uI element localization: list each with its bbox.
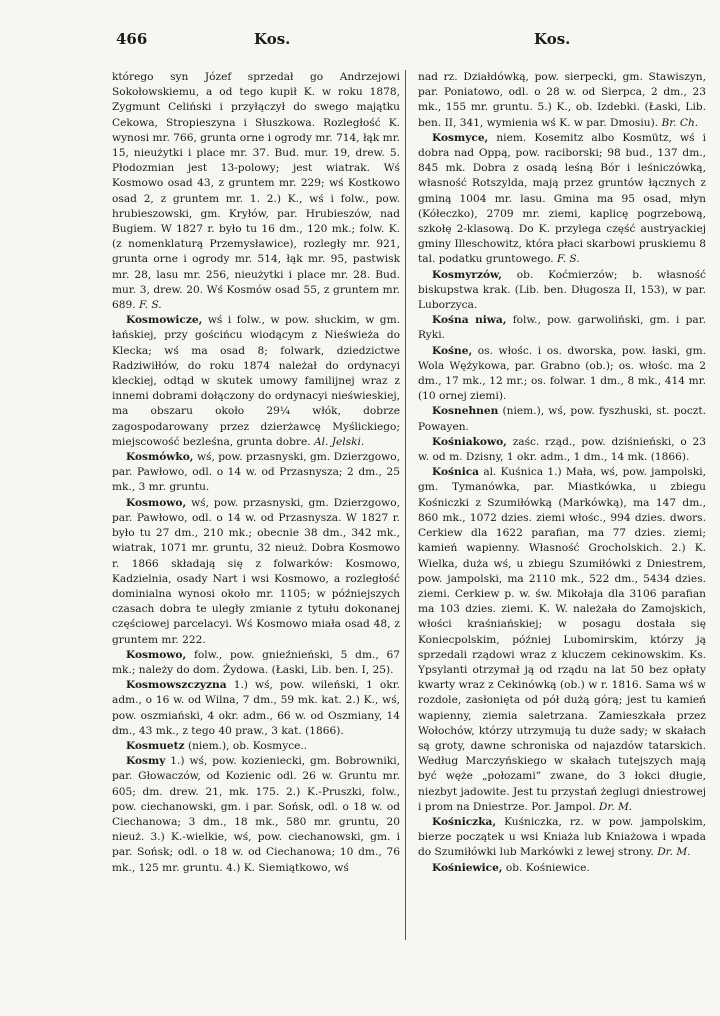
dictionary-entry (418, 70, 706, 131)
entry-signature: F. S. (138, 299, 162, 312)
entry-headword: Kośniczka, (432, 815, 497, 828)
dictionary-entry (112, 450, 400, 496)
entry-text: ob. Koćmierzów; b. własność biskupstwa krak. (Lib. ben. Długosza II, 153), w par. Luborzyca. (418, 268, 706, 312)
dictionary-entry (112, 754, 400, 876)
dictionary-entry (418, 344, 706, 405)
entry-headword: Kosmowicze, (126, 314, 203, 327)
entry-headword: Kosmuetz (126, 739, 185, 752)
entry-headword: Kosmowo, (126, 648, 187, 661)
entry-text: zaśc. rząd., pow. dziśnieński, o 23 w. od m. Dzisny, 1 okr. adm., 1 dm., 14 mk. (1866). (418, 435, 707, 464)
dictionary-entry (418, 268, 706, 314)
entry-text: Kuśniczka, rz. w pow. jampolskim, bierze początek u wsi Kniaża lub Kniażowa i wpada do Szumiłówki lub Markówki z lewej strony. (418, 815, 706, 859)
dictionary-entry (418, 465, 706, 815)
entry-text: folw., pow. garwoliński, gm. i par. Ryki. (418, 314, 706, 342)
entry-headword: Kosnehnen (432, 405, 499, 418)
entry-headword: Kośna niwa, (432, 314, 507, 327)
entry-text: wś, pow. przasnyski, gm. Dzierzgowo, par. Pawłowo, odl. o 14 w. od Przasnysza; 2 dm., 25 mk., 3 mr. gruntu. (112, 451, 400, 494)
entry-headword: Kosmowo, (126, 496, 187, 509)
entry-text: 1.) wś, pow. wileński, 1 okr. adm., o 16 w. od Wilna, 7 dm., 59 mk. kat. 2.) K., wś, pow. oszmiański, 4 okr. adm., 66 w. od Oszmiany, 14 dm., 43 mk., z tego 40 praw., 3 kat. (1866). (112, 679, 401, 737)
entry-signature: F. S. (557, 253, 580, 266)
dictionary-entry (112, 70, 400, 313)
entry-text: folw., pow. gnieźnieński, 5 dm., 67 mk.; należy do dom. Żydowa. (Łaski, Lib. ben. I, 25). (112, 648, 400, 676)
entry-headword: Kosmówko, (126, 451, 194, 464)
entry-headword: Kosmyce, (432, 131, 489, 144)
column-divider (405, 70, 406, 940)
entry-text: os. włośc. i os. dworska, pow. łaski, gm. Wola Wężykowa, par. Grabno (ob.); os. włośc. ma 2 dm., 17 mk., 12 mr.; os. folwar. 1 dm., 8 mk., 414 mr. (10 ornej ziemi). (418, 344, 707, 403)
page-number: 466 (116, 30, 148, 48)
right-column (418, 70, 706, 876)
dictionary-entry (418, 435, 706, 465)
entry-text: niem. Kosemitz albo Kosmütz, wś i dobra nad Oppą, pow. raciborski; 98 bud., 137 dm., 845 mk. Dobra z osadą leśną Bór i leśniczówką, własność Rotszylda, mają przez gruntów łącznych z gminą 1004 mr. lasu. Gmina ma 95 osad, młyn (Kółeczko), 2709 mr. ziemi, kaplicę pogrzebową, szkołę 2-klasową. Do K. przylega część austryackiej gminy Illeschowitz, która płaci skarbowi pruskiemu 8 tal. podatku gruntowego. (418, 131, 706, 266)
left-column (112, 70, 400, 876)
running-title-right: Kos. (534, 30, 571, 48)
entry-headword: Kośne, (432, 344, 473, 357)
dictionary-entry (418, 131, 706, 268)
entry-text: nad rz. Działdówką, pow. sierpecki, gm. Stawiszyn, par. Poniatowo, odl. o 28 w. od Sierpca, 2 dm., 23 mk., 155 mr. gruntu. 5.) K., ob. Izdebki. (Łaski, Lib. ben. II, 341, wymienia wś K. w par. Dmosiu). (418, 71, 706, 129)
dictionary-entry (112, 496, 400, 648)
entry-signature: Al. Jelski. (313, 435, 365, 448)
page-header (0, 30, 720, 56)
running-title-left: Kos. (254, 30, 291, 48)
entry-text: którego syn Józef sprzedał go Andrzejowi Sokołowskiemu, a od tego kupił K. w roku 1878, Zygmunt Celiński i przyłączył do swego majątku Cekowa, Stropieszyna i Słuszkowa. Rozległość K. wynosi mr. 766, grunta orne i ogrody mr. 714, łąk mr. 15, nieużytki i place mr. 37. Bud. mur. 19, drew. 5. Płodozmian jest 13-polowy; jest wiatrak. Wś Kosmowo osad 43, z gruntem mr. 229; wś Kostkowo osad 2, z gruntem mr. 1. 2.) K., wś i folw., pow. hrubieszowski, gm. Kryłów, par. Hrubieszów, nad Bugiem. W 1827 r. było tu 16 dm., 120 mk.; folw. K. (z nomenklaturą Przemysławice), rozległy mr. 921, grunta orne i ogrody mr. 514, łąk mr. 95, pastwisk mr. 28, lasu mr. 256, nieużytki i place mr. 28. Bud. mur. 3, drew. 20. Wś Kosmów osad 55, z gruntem mr. 689. (112, 71, 400, 312)
dictionary-entry (418, 313, 706, 343)
entry-headword: Kosmowszczyzna (126, 679, 227, 692)
entry-text: 1.) wś, pow. kozieniecki, gm. Bobrowniki, par. Głowaczów, od Kozienic odl. 26 w. Gruntu mr. 605; dm. drew. 21, mk. 175. 2.) K.-Pruszki, folw., pow. ciechanowski, gm. i par. Sońsk, odl. o 18 w. od Ciechanowa; 3 dm., 18 mk., 580 mr. gruntu, 20 nieuż. 3.) K.-wielkie, wś, pow. ciechanowski, gm. i par. Sońsk; odl. o 18 w. od Ciechanowa; 10 dm., 76 mk., 125 mr. gruntu. 4.) K. Siemiątkowo, wś (112, 755, 400, 874)
entry-headword: Kosmy (126, 755, 166, 768)
entry-headword: Kośnica (432, 466, 480, 479)
entry-headword: Kośniakowo, (432, 435, 507, 448)
dictionary-entry (418, 404, 706, 434)
dictionary-entry (418, 815, 706, 861)
entry-headword: Kosmyrzów, (432, 268, 502, 281)
entry-signature: Dr. M. (657, 846, 691, 859)
entry-signature: Br. Ch. (661, 116, 699, 129)
dictionary-entry (112, 739, 400, 754)
entry-text: ob. Kośniewice. (505, 861, 590, 874)
dictionary-entry (112, 648, 400, 678)
entry-headword: Kośniewice, (432, 861, 503, 874)
dictionary-entry (112, 678, 400, 739)
entry-text: wś, pow. przasnyski, gm. Dzierzgowo, par. Pawłowo, odl. o 14 w. od Przasnysza. W 1827 r. było tu 27 dm., 210 mk.; obecnie 38 dm., 342 mk., wiatrak, 1071 mr. gruntu, 32 nieuż. Dobra Kosmowo r. 1866 składają się z folwarków: Kosmowo, Kadzielnia, osady Nart i wsi Kosmowo, a rozległość dominialna wynosi około mr. 1105; w późniejszych czasach dobra te uległy zmianie z tytułu dokonanej częściowej parcelacyi. Wś Kosmowo miała osad 48, z gruntem mr. 222. (112, 496, 400, 646)
entry-text: al. Kuśnica 1.) Mała, wś, pow. jampolski, gm. Tymanówka, par. Miastkówka, u zbiegu Kośniczki z Szumiłówką (Markówką), ma 147 dm., 860 mk., 1072 dzies. ziemi włośc., 994 dzies. dwors. Cerkiew dla 1622 parafian, ma 77 dzies. ziemi; kamień wapienny. Własność Grocholskich. 2.) K. Wielka, duża wś, u zbiegu Szumiłówki z Dniestrem, pow. jampolski, ma 2110 mk., 522 dm., 5434 dzies. ziemi. Cerkiew p. w. św. Mikołaja dla 3106 parafian ma 103 dzies. ziemi. K. W. należała do Zamojskich, włości kraśniańskiej; w posagu dostała się Koniecpolskim, później Lubomirskim, którzy ją sprzedali rządowi wraz z kluczem cekinowskim. Ks. Ypsylanti otrzymał ją od rządu na lat 50 bez opłaty kwarty wraz z Cekinówką (ob.) w r. 1816. Sama wś w rozdole, zasłonięta od pół dużą górą; jest tu kamień wapienny, ziemia saletrzana. Zamieszkała przez Wołochów, którzy utrzymują tu duże sady; w skałach są groty, dawne schroniska od najazdów tatarskich. Według Marczyńskiego w skałach tutejszych mają być węże „połozami” zwane, do 3 łokci długie, niezbyt jadowite. Jest tu przystań żeglugi dniestrowej i prom na Dniestrze. Por. Jampol. (418, 466, 706, 813)
entry-text: wś i folw., w pow. słuckim, w gm. łańskiej, przy gościńcu wiodącym z Nieświeża do Klecka; wś ma osad 8; folwark, dziedzictwe Radziwiłłów, do roku 1874 należał do ordynacyi kleckiej, odtąd w skutek umowy familijnej wraz z innemi dobrami dołączony do ordynacyi nieświeskiej, ma obszaru około 29¼ włók, dobrze zagospodarowany przez dzierżawcę Myślickiego; miejscowość bezleśna, grunta dobre. (112, 314, 400, 448)
dictionary-entry (112, 313, 400, 450)
dictionary-entry (418, 861, 706, 876)
entry-text: (niem.), ob. Kosmyce.. (187, 739, 308, 752)
entry-signature: Dr. M. (598, 800, 633, 813)
entry-text: (niem.), wś, pow. fyszhuski, st. poczt. Powayen. (418, 405, 706, 433)
